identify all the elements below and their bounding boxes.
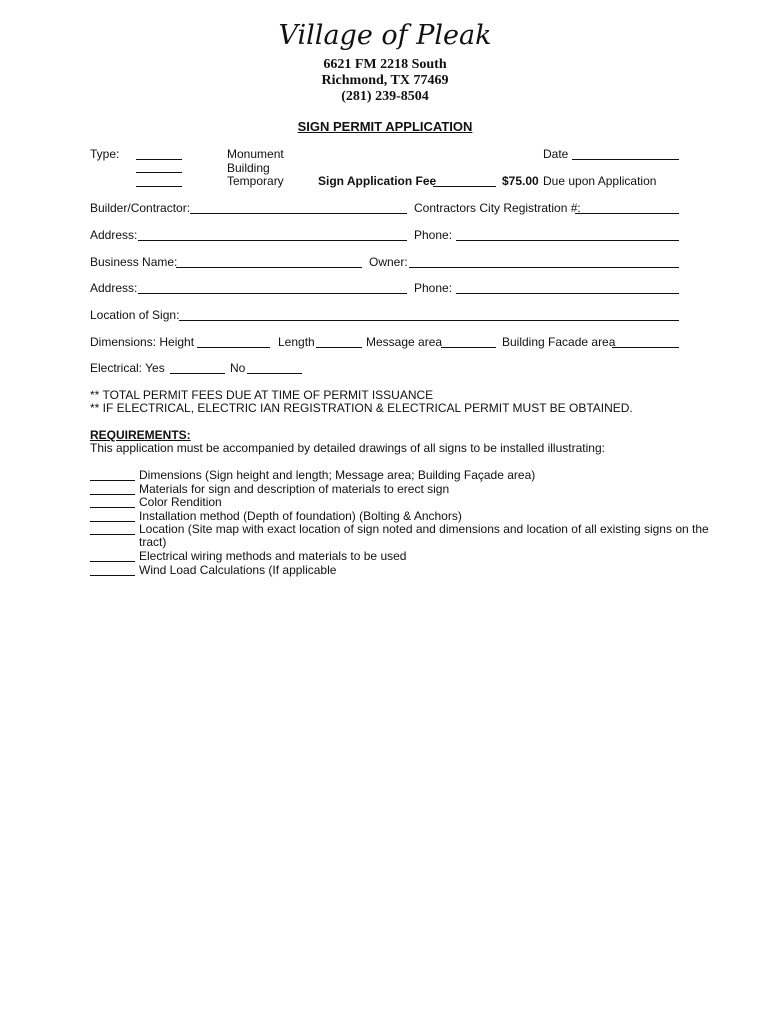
village-title: Village of Pleak xyxy=(278,20,492,51)
requirement-electrical-wiring: Electrical wiring methods and materials to be used xyxy=(139,549,407,563)
contractor-registration-label: Contractors City Registration #: xyxy=(414,201,581,215)
builder-contractor-field[interactable] xyxy=(190,213,407,214)
height-field[interactable] xyxy=(197,347,270,348)
building-facade-area-label: Building Facade area xyxy=(502,335,616,349)
type-option-monument: Monument xyxy=(227,147,284,161)
requirement-check-location[interactable] xyxy=(90,534,135,535)
note-electrical-permit: ** IF ELECTRICAL, ELECTRIC IAN REGISTRATION & ELECTRICAL PERMIT MUST BE OBTAINED. xyxy=(90,401,633,415)
requirement-dimensions: Dimensions (Sign height and length; Message area; Building Façade area) xyxy=(139,468,536,482)
electrical-no-label: No xyxy=(230,361,246,375)
address-label-1: Address: xyxy=(90,228,138,242)
electrical-yes-label: Electrical: Yes xyxy=(90,361,165,375)
owner-field[interactable] xyxy=(409,267,679,268)
type-label: Type: xyxy=(90,147,120,161)
type-building-blank[interactable] xyxy=(136,172,182,173)
requirement-check-color[interactable] xyxy=(90,507,135,508)
phone-field-2[interactable] xyxy=(456,293,679,294)
type-monument-blank[interactable] xyxy=(136,159,182,160)
builder-contractor-label: Builder/Contractor: xyxy=(90,201,191,215)
length-label: Length xyxy=(278,335,315,349)
requirements-intro: This application must be accompanied by detailed drawings of all signs to be installed illustrating: xyxy=(90,441,605,455)
note-permit-fees: ** TOTAL PERMIT FEES DUE AT TIME OF PERMIT ISSUANCE xyxy=(90,388,434,402)
message-area-label: Message area xyxy=(366,335,443,349)
business-name-label: Business Name: xyxy=(90,255,178,269)
requirement-location: Location (Site map with exact location of sign noted and dimensions and location of all existing signs on the xyxy=(139,522,709,536)
business-name-field[interactable] xyxy=(176,267,362,268)
requirement-check-electrical[interactable] xyxy=(90,561,135,562)
contractor-registration-field[interactable] xyxy=(575,213,679,214)
length-field[interactable] xyxy=(316,347,362,348)
address-field-2[interactable] xyxy=(138,293,407,294)
requirements-heading: REQUIREMENTS: xyxy=(90,428,191,442)
requirement-check-wind-load[interactable] xyxy=(90,575,135,576)
location-of-sign-field[interactable] xyxy=(179,320,679,321)
owner-label: Owner: xyxy=(369,255,408,269)
building-facade-area-field[interactable] xyxy=(612,347,679,348)
address-line-2: Richmond, TX 77469 xyxy=(321,73,449,88)
requirement-color-rendition: Color Rendition xyxy=(139,495,222,509)
phone-label-2: Phone: xyxy=(414,281,453,295)
fee-field[interactable] xyxy=(433,186,496,187)
type-option-temporary: Temporary xyxy=(227,174,284,188)
requirement-check-materials[interactable] xyxy=(90,494,135,495)
phone-number: (281) 239-8504 xyxy=(341,89,429,104)
dimensions-height-label: Dimensions: Height xyxy=(90,335,195,349)
message-area-field[interactable] xyxy=(441,347,496,348)
electrical-yes-field[interactable] xyxy=(170,373,225,374)
electrical-no-field[interactable] xyxy=(247,373,302,374)
requirement-installation: Installation method (Depth of foundation) (Bolting & Anchors) xyxy=(139,509,462,523)
fee-note: Due upon Application xyxy=(543,174,657,188)
phone-label-1: Phone: xyxy=(414,228,453,242)
requirement-check-installation[interactable] xyxy=(90,521,135,522)
requirement-location-cont: tract) xyxy=(139,535,167,549)
fee-label: Sign Application Fee xyxy=(318,174,437,188)
requirement-check-dimensions[interactable] xyxy=(90,480,135,481)
address-line-1: 6621 FM 2218 South xyxy=(323,57,447,72)
location-of-sign-label: Location of Sign: xyxy=(90,308,180,322)
requirement-materials: Materials for sign and description of materials to erect sign xyxy=(139,482,450,496)
phone-field-1[interactable] xyxy=(456,240,679,241)
type-temporary-blank[interactable] xyxy=(136,186,182,187)
date-label: Date xyxy=(543,147,569,161)
fee-amount: $75.00 xyxy=(502,174,539,188)
address-label-2: Address: xyxy=(90,281,138,295)
date-field[interactable] xyxy=(572,159,679,160)
address-field-1[interactable] xyxy=(138,240,407,241)
form-title: SIGN PERMIT APPLICATION xyxy=(297,119,473,134)
requirement-wind-load: Wind Load Calculations (If applicable xyxy=(139,563,337,577)
type-option-building: Building xyxy=(227,161,270,175)
